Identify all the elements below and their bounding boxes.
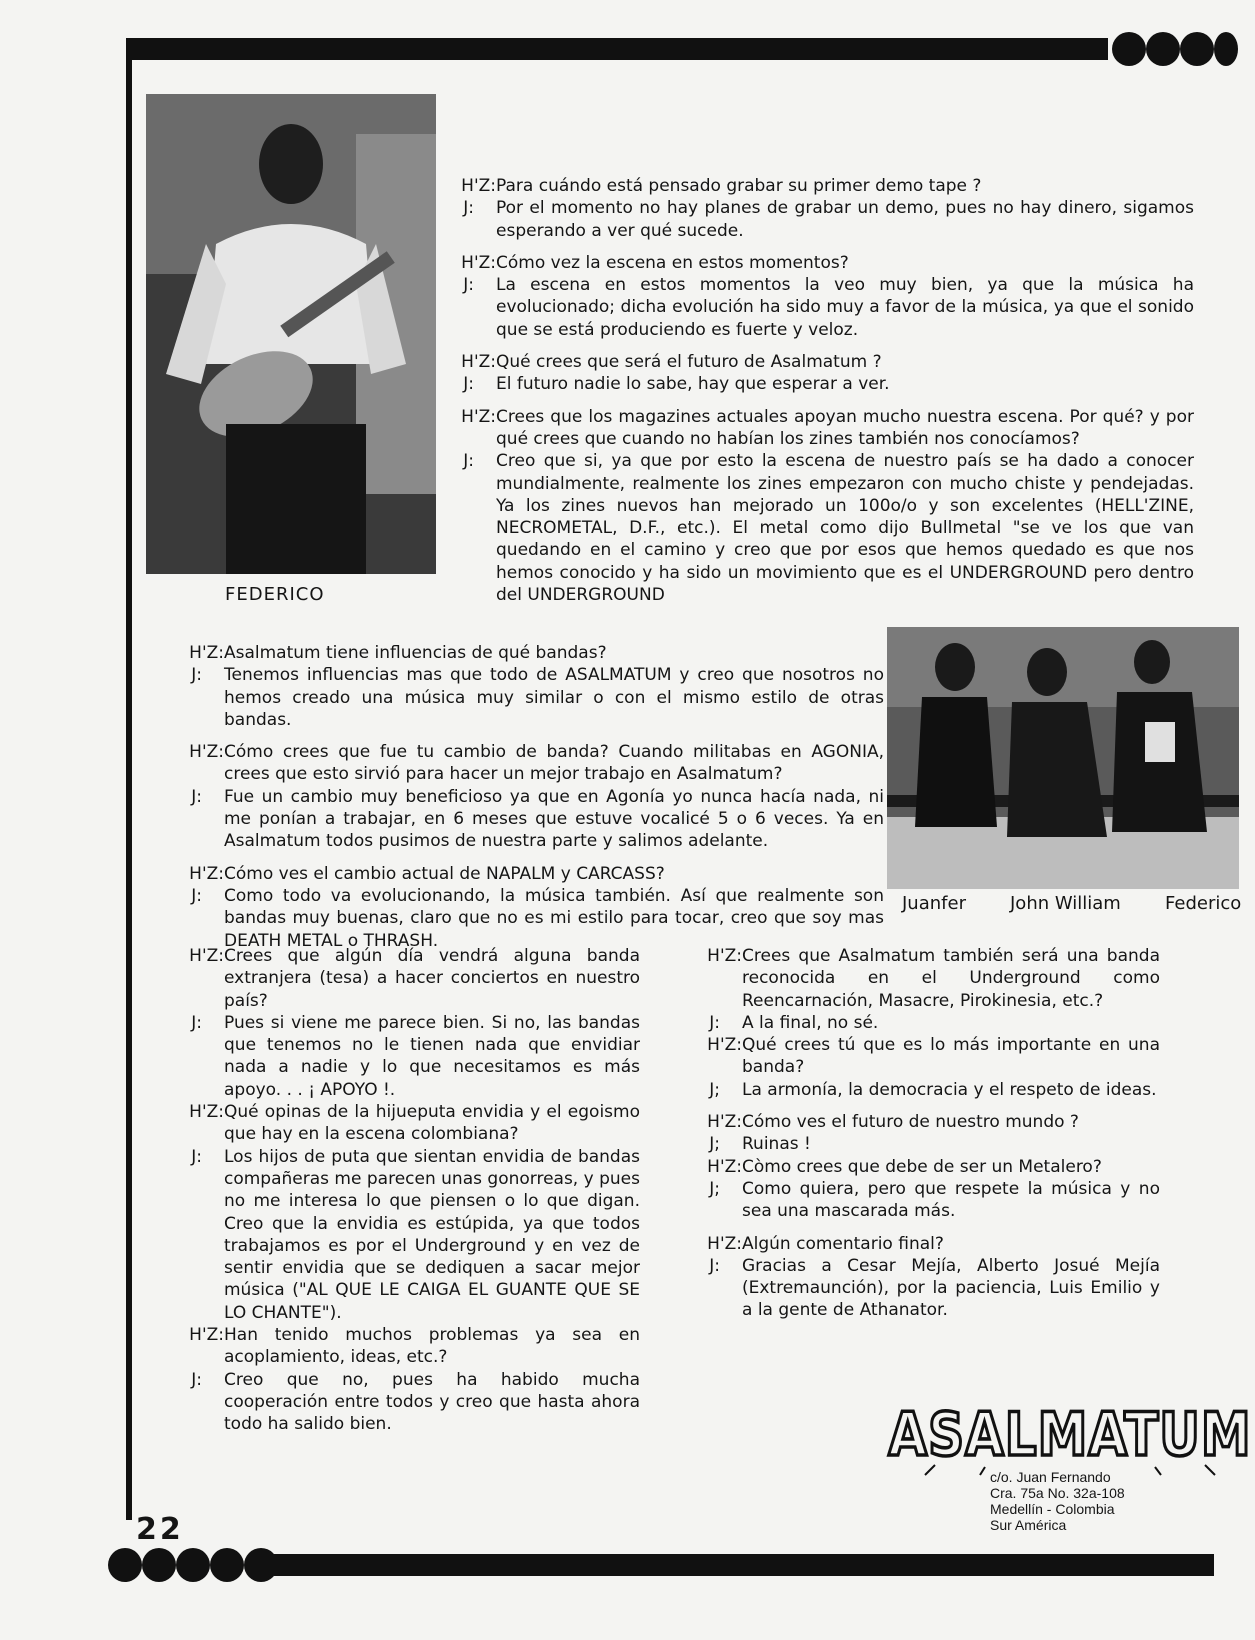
qa-item	[434, 252, 1194, 274]
qa-text: Fue un cambio muy beneficioso ya que en Agonía yo nunca hacía nada, ni me ponían a trabajar, en 6 meses que estuve vocalicé 5 o 6 veces. Ya en Asalmatum todos pusimos de nuestra parte y salimos adelante.	[224, 786, 884, 852]
qa-item	[162, 1146, 640, 1324]
address-line: Medellín - Colombia	[990, 1501, 1115, 1517]
speaker: J:	[191, 1369, 202, 1390]
speaker: J:	[463, 275, 474, 296]
bottom-dot	[142, 1548, 176, 1582]
federico-photo-image	[146, 94, 436, 574]
speaker: H'Z:	[707, 946, 742, 966]
address-line: c/o. Juan Fernando	[990, 1469, 1111, 1485]
qa-text: Pues si viene me parece bien. Si no, las bandas que tenemos no le tienen nada que envidiar nada a nadie y lo que necesitamos es más apoyo. . . ¡ APOYO !.	[224, 1012, 640, 1100]
qa-item	[162, 1369, 640, 1436]
federico-photo	[146, 94, 436, 574]
top-dot	[1146, 32, 1180, 66]
qa-item	[434, 197, 1194, 242]
qa-item	[680, 1034, 1160, 1079]
band-logo	[888, 1395, 1252, 1475]
speaker: H'Z:	[707, 1112, 742, 1133]
speaker: J:	[191, 1146, 202, 1167]
qa-text: A la final, no sé.	[742, 1012, 879, 1033]
qa-text: Como todo va evolucionando, la música también. Así que realmente son bandas muy buenas, claro que no es mi estilo para tocar, creo que soy mas DEATH METAL o THRASH.	[224, 885, 884, 951]
speaker: J:	[463, 374, 474, 395]
interview-top	[434, 175, 1194, 606]
qa-text: Qué opinas de la hijueputa envidia y el egoismo que hay en la escena colombiana?	[224, 1102, 640, 1145]
contact-address	[990, 1469, 1125, 1533]
left-rule	[126, 38, 132, 1520]
qa-text: Qué crees que será el futuro de Asalmatum ?	[496, 352, 882, 373]
qa-item	[162, 1101, 640, 1146]
qa-item	[680, 1255, 1160, 1322]
band-caption-john-william: John William	[1010, 893, 1121, 914]
top-dot	[1180, 32, 1214, 66]
speaker: J:	[709, 1255, 720, 1276]
asalmatum-logo-image	[888, 1395, 1252, 1475]
speaker: J;	[709, 1178, 720, 1199]
qa-text: Cómo ves el cambio actual de NAPALM y CARCASS?	[224, 863, 665, 884]
qa-item	[162, 664, 884, 731]
qa-text: Para cuándo está pensado grabar su primer demo tape ?	[496, 176, 982, 196]
speaker: H'Z:	[461, 352, 496, 373]
speaker: J:	[191, 885, 202, 906]
speaker: H'Z:	[461, 252, 496, 273]
qa-text: La escena en estos momentos la veo muy bien, ya que la música ha evolucionado; dicha evolución ha sido muy a favor de la música, ya que el sonido que se está produciendo es fuerte y veloz.	[496, 275, 1194, 340]
qa-text: Crees que Asalmatum también será una banda reconocida en el Underground como Reencarnación, Masacre, Pirokinesia, etc.?	[742, 946, 1160, 1011]
speaker: J:	[191, 786, 202, 807]
qa-item	[162, 786, 884, 853]
speaker: J:	[191, 1012, 202, 1033]
federico-caption: FEDERICO	[225, 584, 325, 605]
top-dot	[1112, 32, 1146, 66]
qa-text: Còmo crees que debe de ser un Metalero?	[742, 1156, 1102, 1177]
qa-text: Han tenido muchos problemas ya sea en acoplamiento, ideas, etc.?	[224, 1325, 640, 1368]
speaker: J:	[463, 198, 474, 219]
qa-item	[162, 863, 884, 885]
qa-item	[162, 1012, 640, 1101]
speaker: H'Z:	[707, 1233, 742, 1254]
bottom-rule	[274, 1554, 1214, 1576]
bottom-dot	[244, 1548, 278, 1582]
qa-item	[434, 450, 1194, 606]
speaker: J:	[709, 1012, 720, 1033]
speaker: H'Z:	[189, 863, 224, 884]
qa-item	[162, 741, 884, 786]
qa-text: Algún comentario final?	[742, 1233, 944, 1254]
qa-text: Crees que algún día vendrá alguna banda extranjera (tesa) a hacer conciertos en nuestro país?	[224, 946, 640, 1011]
qa-item	[680, 1156, 1160, 1178]
svg-text:ASALMATUM: ASALMATUM	[888, 1400, 1252, 1471]
qa-item	[680, 1133, 1160, 1155]
qa-text: Gracias a Cesar Mejía, Alberto Josué Mejía (Extremaunción), por la paciencia, Luis Emilio y a la gente de Athanator.	[742, 1255, 1160, 1321]
qa-item	[680, 945, 1160, 1012]
interview-middle	[162, 642, 884, 952]
speaker: J;	[709, 1134, 720, 1155]
speaker: H'Z:	[189, 1102, 224, 1123]
qa-text: Como quiera, pero que respete la música y no sea una mascarada más.	[742, 1178, 1160, 1222]
qa-item	[680, 1178, 1160, 1223]
qa-text: Asalmatum tiene influencias de qué bandas?	[224, 643, 607, 663]
qa-text: Cómo ves el futuro de nuestro mundo ?	[742, 1112, 1079, 1133]
speaker: H'Z:	[189, 1325, 224, 1346]
qa-text: Creo que no, pues ha habido mucha cooperación entre todos y creo que hasta ahora todo ha salido bien.	[224, 1369, 640, 1435]
qa-item	[680, 1111, 1160, 1133]
qa-text: Qué crees tú que es lo más importante en una banda?	[742, 1035, 1160, 1078]
qa-item	[434, 406, 1194, 451]
page-number: 22	[136, 1512, 184, 1547]
address-line: Cra. 75a No. 32a-108	[990, 1485, 1125, 1501]
qa-item	[680, 1012, 1160, 1034]
speaker: H'Z:	[707, 1035, 742, 1056]
speaker: H'Z:	[189, 643, 224, 663]
qa-text: El futuro nadie lo sabe, hay que esperar a ver.	[496, 374, 890, 395]
speaker: H'Z:	[707, 1156, 742, 1177]
qa-text: La armonía, la democracia y el respeto de ideas.	[742, 1079, 1157, 1100]
bottom-dot	[108, 1548, 142, 1582]
interview-right-column	[680, 945, 1160, 1322]
qa-text: Crees que los magazines actuales apoyan mucho nuestra escena. Por qué? y por qué crees que cuando no habían los zines también nos conocíamos?	[496, 406, 1194, 449]
address-line: Sur América	[990, 1517, 1067, 1533]
interview-left-column	[162, 945, 640, 1436]
qa-text: Los hijos de puta que sientan envidia de bandas compañeras me parecen unas gonorreas, y pues no me interesa lo que piensen o lo que digan. Creo que la envidia es estúpida, ya que todos trabajamos es por el Underground y en vez de sentir envidia que se dediquen a sacar mejor música ("AL QUE LE CAIGA EL GUANTE QUE SE LO CHANTE").	[224, 1146, 640, 1323]
qa-item	[434, 351, 1194, 373]
qa-text: Por el momento no hay planes de grabar un demo, pues no hay dinero, sigamos esperando a ver qué sucede.	[496, 198, 1194, 241]
qa-item	[434, 274, 1194, 341]
speaker: H'Z:	[461, 176, 496, 196]
qa-item	[680, 1079, 1160, 1101]
qa-text: Tenemos influencias mas que todo de ASALMATUM y creo que nosotros no hemos creado una música muy similar o con el mismo estilo de otras bandas.	[224, 665, 884, 730]
bottom-dot	[176, 1548, 210, 1582]
speaker: J:	[463, 451, 474, 472]
qa-item	[162, 945, 640, 1012]
top-rule	[128, 38, 1108, 60]
qa-item	[434, 175, 1194, 197]
band-caption-federico: Federico	[1165, 893, 1242, 914]
band-photo-image	[887, 627, 1239, 889]
qa-text: Creo que si, ya que por esto la escena de nuestro país se ha dado a conocer mundialmente, realmente los zines empezaron con mucho chiste y pendejadas. Ya los zines nuevos han mejorado un 100o/o y son excelentes (HELL'ZINE, NECROMETAL, D.F., etc.). El metal como dijo Bullmetal "se ve los que van quedando en el camino y creo que por esos que hemos quedado es que nos hemos conocido y ha sido un movimiento que es el UNDERGROUND pero dentro del UNDERGROUND	[496, 451, 1194, 606]
qa-item	[680, 1233, 1160, 1255]
qa-text: Cómo vez la escena en estos momentos?	[496, 252, 849, 273]
band-photo	[887, 627, 1239, 889]
speaker: H'Z:	[189, 742, 224, 763]
bottom-dot	[210, 1548, 244, 1582]
top-dot	[1214, 32, 1238, 66]
speaker: J;	[709, 1079, 720, 1100]
qa-text: Ruinas !	[742, 1134, 811, 1155]
qa-text: Cómo crees que fue tu cambio de banda? Cuando militabas en AGONIA, crees que esto sirvió para hacer un mejor trabajo en Asalmatum?	[224, 742, 884, 785]
qa-item	[162, 885, 884, 952]
band-caption-juanfer: Juanfer	[902, 893, 966, 914]
speaker: H'Z:	[461, 406, 496, 427]
speaker: J:	[191, 665, 202, 686]
qa-item	[162, 1324, 640, 1369]
speaker: H'Z:	[189, 946, 224, 966]
qa-item	[434, 373, 1194, 395]
qa-item	[162, 642, 884, 664]
